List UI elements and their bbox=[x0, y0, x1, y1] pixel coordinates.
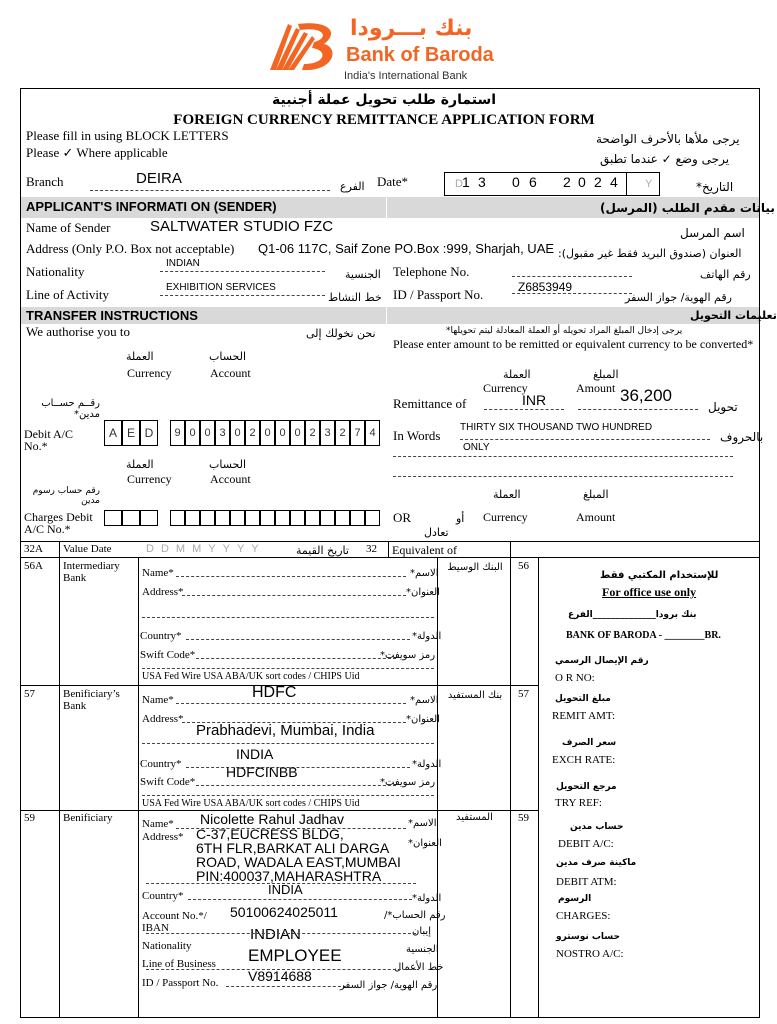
authorise-text-ar: نحن نخولك إلى bbox=[306, 327, 376, 340]
nationality-label-ar: الجنسية bbox=[345, 268, 381, 281]
date-d1: 1 bbox=[462, 174, 470, 190]
office-charges-ar: الرسوم bbox=[558, 894, 592, 904]
bank-swift[interactable]: HDFCINBB bbox=[226, 764, 298, 780]
charges-label-ar: رقم حساب رسوم مدين bbox=[32, 486, 100, 506]
inter-name-label: Name* bbox=[142, 567, 174, 579]
equiv-currency-label-ar: العملة bbox=[493, 488, 521, 501]
inter-usa-codes: USA Fed Wire USA ABA/UK sort codes / CHIPS Uid bbox=[142, 671, 360, 682]
debit-label: Debit A/C No.* bbox=[24, 427, 74, 453]
inter-name-field[interactable] bbox=[176, 575, 406, 577]
office-atm-ar: ماكينة صرف مدين bbox=[556, 858, 637, 868]
office-remit-ar: مبلغ التحويل bbox=[555, 694, 611, 704]
debit-cur-1: A bbox=[108, 426, 117, 440]
debit-acc-digit: 0 bbox=[264, 427, 271, 439]
id-label-ar: رقم الهوية/ جواز السفر bbox=[625, 291, 732, 304]
vd-y1: Y bbox=[208, 543, 223, 555]
debit-acc-digit: 2 bbox=[309, 427, 316, 439]
row-59: 59 bbox=[24, 812, 35, 824]
bank-country-label: Country* bbox=[140, 758, 182, 770]
in-words-line2[interactable]: ONLY bbox=[463, 442, 490, 453]
cur2-label-ar: العملة bbox=[126, 458, 154, 471]
address-label-ar: العنوان (صندوق البريد فقط غير مقبول): bbox=[558, 247, 742, 260]
bank-logo bbox=[268, 18, 340, 74]
debit-label-ar: رقــم حســاب مدين* bbox=[41, 398, 100, 420]
activity-label: Line of Activity bbox=[26, 287, 110, 302]
ben-line-of-business[interactable]: EMPLOYEE bbox=[248, 946, 342, 965]
ben-address-1[interactable]: C-37,EUCRESS BLDG, bbox=[196, 826, 344, 842]
office-nostro: NOSTRO A/C: bbox=[556, 948, 624, 960]
inter-name-label-ar: الاسم* bbox=[410, 568, 439, 579]
date-m2: 6 bbox=[529, 174, 537, 190]
ben-id-label-ar: رقم الهوية/ جواز السفر bbox=[340, 980, 438, 991]
form-frame bbox=[20, 88, 760, 1018]
row-32: 32 bbox=[366, 543, 377, 555]
ben-country[interactable]: INDIA bbox=[268, 882, 303, 897]
transfer-header: TRANSFER INSTRUCTIONS bbox=[26, 308, 198, 323]
brand-tagline: India's International Bank bbox=[344, 70, 468, 82]
intermediary-bank-label: Intermediary Bank bbox=[63, 560, 120, 584]
telephone-label-ar: رقم الهاتف bbox=[700, 268, 751, 281]
debit-acc-digit: 4 bbox=[369, 427, 376, 439]
charges-account-boxes[interactable] bbox=[170, 510, 386, 526]
currency-label-ar: العملة bbox=[126, 350, 154, 363]
vd-y3: Y bbox=[236, 543, 252, 555]
bank-address[interactable]: Prabhadevi, Mumbai, India bbox=[196, 722, 375, 739]
bank-country[interactable]: INDIA bbox=[236, 746, 274, 762]
bank-swift-label: Swift Code* bbox=[140, 776, 196, 788]
remit-amount-label-ar: المبلغ bbox=[593, 368, 619, 381]
vd-m2: M bbox=[192, 543, 209, 555]
beneficiary-bank-label-ar: بنك المستفيد bbox=[447, 690, 503, 701]
ben-lob-label-ar: خط الأعمال bbox=[394, 962, 444, 973]
debit-acc-digit: 0 bbox=[294, 427, 301, 439]
bank-address-label: Address* bbox=[142, 713, 184, 725]
or-label: OR bbox=[393, 510, 412, 525]
beneficiary-bank-label: Benificiary’s Bank bbox=[63, 688, 120, 712]
iban-label: IBAN bbox=[142, 922, 169, 934]
inter-address-field[interactable] bbox=[182, 594, 406, 596]
inter-country-label: Country* bbox=[140, 630, 182, 642]
date-y3: 2 bbox=[594, 174, 602, 190]
brand-name-ar: بنك بـــرودا bbox=[350, 16, 473, 41]
in-words-label: In Words bbox=[393, 428, 441, 443]
ben-country-label: Country* bbox=[142, 890, 184, 902]
form-title-ar: استمارة طلب تحويل عملة أجنبية bbox=[271, 92, 497, 108]
date-d2: 3 bbox=[478, 174, 486, 190]
branch-field[interactable] bbox=[90, 174, 330, 191]
fill-instruction: Please fill in using BLOCK LETTERS bbox=[26, 128, 229, 143]
sender-activity[interactable]: EXHIBITION SERVICES bbox=[166, 282, 276, 293]
value-date-boxes[interactable] bbox=[146, 543, 266, 555]
remittance-label: Remittance of bbox=[393, 396, 467, 411]
value-date-label: Value Date bbox=[63, 543, 112, 555]
applicant-header-ar: بيانات مقدم الطلب (المرسل) bbox=[600, 201, 775, 215]
vd-y4: Y bbox=[251, 543, 266, 555]
bank-address-label-ar: العنوان* bbox=[406, 714, 440, 725]
debit-acc-digit: 3 bbox=[219, 427, 226, 439]
ben-address-label-ar: العنوان* bbox=[408, 838, 442, 849]
fill-instruction-ar: يرجى ملأها بالأحرف الواضحة bbox=[596, 132, 740, 146]
inter-swift-label-ar: رمز سويفت* bbox=[380, 650, 436, 661]
sender-nationality[interactable]: INDIAN bbox=[166, 258, 200, 269]
remit-amount-label: Amount bbox=[576, 381, 616, 395]
sender-address[interactable]: Q1-06 117C, Saif Zone PO.Box :999, Sharjah, UAE bbox=[258, 241, 555, 256]
sender-name-label: Name of Sender bbox=[26, 220, 111, 235]
in-words-line1[interactable]: THIRTY SIX THOUSAND TWO HUNDRED bbox=[460, 422, 653, 433]
equiv-currency-label: Currency bbox=[483, 510, 528, 524]
bank-name-label: Name* bbox=[142, 694, 174, 706]
ben-name-label-ar: الاسم* bbox=[408, 818, 437, 829]
debit-acc-digit: 0 bbox=[234, 427, 241, 439]
ben-address-2[interactable]: 6TH FLR,BARKAT ALI DARGA bbox=[196, 840, 390, 856]
bank-country-label-ar: الدولة* bbox=[412, 759, 442, 770]
office-debit: DEBIT A/C: bbox=[558, 838, 614, 850]
inter-address-label-ar: العنوان* bbox=[406, 587, 440, 598]
office-title-ar: للإستخدام المكتبي فقط bbox=[600, 570, 719, 581]
ben-id-label: ID / Passport No. bbox=[142, 977, 219, 989]
vd-y2: Y bbox=[222, 543, 237, 555]
inter-address-label: Address* bbox=[142, 586, 184, 598]
debit-acc-digit: 0 bbox=[189, 427, 196, 439]
account-label-ar: الحساب bbox=[209, 350, 247, 363]
equiv-amount-label-ar: المبلغ bbox=[583, 488, 609, 501]
vd-d1: D bbox=[146, 543, 161, 555]
debit-account-boxes[interactable] bbox=[170, 420, 386, 446]
sender-name-label-ar: اسم المرسل bbox=[680, 226, 745, 240]
ben-address-4[interactable]: PIN:400037,MAHARASHTRA bbox=[196, 868, 382, 884]
acc2-label: Account bbox=[210, 472, 251, 486]
ben-account-label: Account No.*/ bbox=[142, 910, 207, 922]
office-orno: O R NO: bbox=[555, 672, 595, 684]
address-label: Address (Only P.O. Box not acceptable) bbox=[26, 241, 235, 256]
inter-country-field[interactable] bbox=[186, 638, 410, 640]
branch-value: DEIRA bbox=[136, 170, 182, 187]
office-remit: REMIT AMT: bbox=[552, 710, 616, 722]
transfer-header-ar: تعليمات التحويل bbox=[690, 309, 777, 322]
branch-label-ar: الفرع bbox=[340, 180, 365, 193]
brand-name: Bank of Baroda bbox=[346, 44, 494, 66]
debit-acc-digit: 2 bbox=[249, 427, 256, 439]
beneficiary-label: Benificiary bbox=[63, 812, 113, 824]
charges-label: Charges Debit A/C No.* bbox=[24, 510, 93, 536]
debit-acc-digit: 2 bbox=[339, 427, 346, 439]
debit-cur-2: E bbox=[126, 426, 135, 440]
inter-bank-label-ar: البنك الوسيط bbox=[447, 562, 503, 573]
ben-account-label-ar: رقم الحساب*/ bbox=[384, 910, 446, 921]
vd-m1: M bbox=[175, 543, 193, 555]
enter-amount-ar: يرجى إدخال المبلغ المراد تحويله أو العملة المعادلة ليتم تحويلها* bbox=[446, 326, 683, 336]
row-57: 57 bbox=[24, 688, 35, 700]
date-m1: 0 bbox=[512, 174, 520, 190]
activity-label-ar: خط النشاط bbox=[328, 291, 382, 304]
date-y4: 4 bbox=[610, 174, 618, 190]
remit-currency[interactable]: INR bbox=[522, 392, 547, 408]
applicant-header: APPLICANT'S INFORMATI ON (SENDER) bbox=[26, 199, 277, 214]
date-y2: 0 bbox=[578, 174, 586, 190]
debit-acc-digit: 7 bbox=[354, 427, 361, 439]
authorise-text: We authorise you to bbox=[26, 324, 131, 339]
iban-label-ar: إيبان bbox=[412, 926, 431, 937]
debit-acc-digit: 9 bbox=[174, 427, 181, 439]
office-atm: DEBIT ATM: bbox=[556, 876, 617, 888]
value-date-label-ar: تاريخ القيمة bbox=[296, 544, 349, 557]
id-label: ID / Passport No. bbox=[393, 287, 484, 302]
ben-name-label: Name* bbox=[142, 818, 174, 830]
office-try: TRY REF: bbox=[555, 797, 602, 809]
acc2-label-ar: الحساب bbox=[209, 458, 247, 471]
equivalent-of-label: Equivalent of bbox=[392, 543, 457, 557]
debit-acc-digit: 3 bbox=[324, 427, 331, 439]
ben-account[interactable]: 50100624025011 bbox=[230, 904, 338, 920]
date-day-placeholder: D bbox=[455, 178, 463, 190]
ben-address-label: Address* bbox=[142, 831, 184, 843]
row-59-right: 59 bbox=[518, 812, 529, 824]
debit-cur-3: D bbox=[144, 426, 154, 440]
inter-country-label-ar: الدولة* bbox=[412, 631, 442, 642]
bank-name-label-ar: الاسم* bbox=[410, 695, 439, 706]
ben-nationality-label: Nationality bbox=[142, 940, 192, 952]
date-y1: 2 bbox=[563, 174, 571, 190]
beneficiary-label-ar: المستفيد bbox=[456, 812, 493, 823]
office-branch: BANK OF BARODA - ________BR. bbox=[566, 630, 721, 641]
account-label: Account bbox=[210, 366, 251, 380]
remit-amount[interactable]: 36,200 bbox=[620, 386, 672, 405]
ben-id[interactable]: V8914688 bbox=[248, 968, 312, 984]
remit-currency-label: Currency bbox=[483, 381, 528, 395]
enter-amount-text: Please enter amount to be remitted or equivalent currency to be converted* bbox=[393, 337, 754, 351]
inter-swift-field[interactable] bbox=[196, 657, 396, 659]
bank-swift-label-ar: رمز سويفت* bbox=[380, 777, 436, 788]
remit-currency-label-ar: العملة bbox=[503, 368, 531, 381]
ben-nationality-label-ar: الجنسية bbox=[406, 944, 439, 955]
office-exch-ar: سعر الصرف bbox=[562, 738, 617, 748]
vd-d2: D bbox=[160, 543, 176, 555]
office-branch-ar: بنك برودا______________الفرع bbox=[568, 610, 697, 620]
date-boxes[interactable] bbox=[444, 172, 660, 196]
date-label: Date* bbox=[377, 174, 409, 189]
ben-country-label-ar: الدولة* bbox=[412, 893, 442, 904]
row-56: 56 bbox=[518, 560, 529, 572]
debit-currency-boxes[interactable] bbox=[104, 420, 160, 446]
sender-name[interactable]: SALTWATER STUDIO FZC bbox=[150, 218, 334, 235]
ben-name[interactable]: Nicolette Rahul Jadhav bbox=[200, 811, 344, 827]
date-year-placeholder: Y bbox=[645, 178, 653, 190]
equiv-amount-label: Amount bbox=[576, 510, 616, 524]
ben-lob-label: Line of Business bbox=[142, 958, 216, 970]
telephone-field[interactable] bbox=[512, 262, 632, 277]
telephone-label: Telephone No. bbox=[393, 264, 470, 279]
inter-swift-label: Swift Code* bbox=[140, 649, 196, 661]
office-orno-ar: رقم الإيصال الرسمي bbox=[555, 656, 649, 666]
debit-acc-digit: 0 bbox=[204, 427, 211, 439]
row-57-right: 57 bbox=[518, 688, 529, 700]
equiv-label-ar: تعادل bbox=[424, 526, 449, 539]
office-nostro-ar: حساب نوسترو bbox=[556, 932, 620, 942]
tick-instruction: Please ✓ Where applicable bbox=[26, 145, 168, 160]
bank-name[interactable]: HDFC bbox=[252, 684, 297, 701]
sender-id[interactable]: Z6853949 bbox=[518, 280, 573, 294]
cur2-label: Currency bbox=[127, 472, 172, 486]
office-title: For office use only bbox=[602, 585, 697, 599]
row-32a: 32A bbox=[24, 543, 43, 555]
office-debit-ar: حساب مدين bbox=[570, 822, 624, 832]
debit-acc-digit: 0 bbox=[279, 427, 286, 439]
office-charges: CHARGES: bbox=[556, 910, 611, 922]
branch-label: Branch bbox=[26, 174, 64, 189]
tick-instruction-ar: يرجى وضع ✓ عندما تطبق bbox=[600, 152, 730, 166]
charges-currency-boxes[interactable] bbox=[104, 510, 160, 526]
office-exch: EXCH RATE: bbox=[552, 754, 616, 766]
bank-usa-codes: USA Fed Wire USA ABA/UK sort codes / CHIPS Uid bbox=[142, 798, 360, 809]
row-56a: 56A bbox=[24, 560, 43, 572]
remittance-label-ar: تحويل bbox=[708, 400, 738, 414]
in-words-label-ar: بالحروف bbox=[720, 430, 764, 444]
ben-address-3[interactable]: ROAD, WADALA EAST,MUMBAI bbox=[196, 854, 401, 870]
form-title: FOREIGN CURRENCY REMITTANCE APPLICATION FORM bbox=[173, 112, 595, 128]
nationality-label: Nationality bbox=[26, 264, 85, 279]
date-label-ar: التاريخ* bbox=[696, 180, 734, 194]
or-label-ar: أو bbox=[456, 512, 465, 525]
currency-label: Currency bbox=[127, 366, 172, 380]
office-try-ar: مرجع التحويل bbox=[556, 782, 617, 792]
ben-nationality[interactable]: INDIAN bbox=[250, 926, 301, 943]
